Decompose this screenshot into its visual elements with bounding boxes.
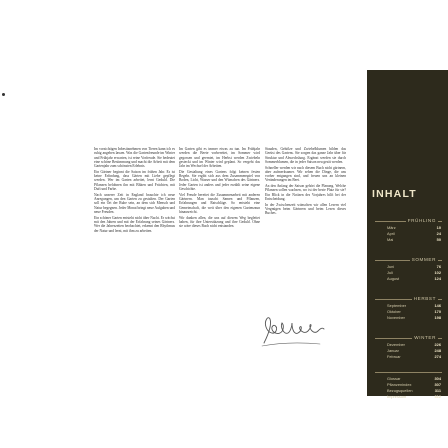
toc-title: INHALT	[372, 188, 417, 200]
toc-entry-mai[interactable]: Mai 50	[387, 237, 441, 242]
body-paragraph: Viel Freude bereitet die Zusammenarbeit mit anderen Gärtnern. Man tauscht Samen und Pflanzen, Erfahrungen und Ratschläge. So entsteht eine Gemeinschaft, die weit über den eigenen Gartenzaun hinausreicht.	[179, 192, 260, 214]
text-column-3	[265, 147, 346, 338]
body-paragraph: Die Gestaltung eines Gartens folgt keinen festen Regeln. Sie ergibt sich aus dem Zusammenspiel von Boden, Licht, Wasser und den Wünschen des Gärtners. Jeder Garten ist anders und jeder erzählt seine eigene Geschichte.	[179, 169, 260, 192]
body-paragraph: Schneller werden wir nach diesem Buch nicht gärtnern, aber aufmerksamer. Wir sehen die Dinge, die uns vorher entgangen sind, und freuen uns an kleinen Veränderungen im Beet.	[265, 165, 346, 183]
toc-entry-pflanzenindex[interactable]: Pflanzenindex 307	[387, 382, 441, 387]
season-name: WINTER	[414, 335, 436, 340]
toc-entry-glossar[interactable]: Glossar 304	[387, 376, 441, 381]
text-column-1	[94, 147, 175, 338]
text-column-2	[179, 147, 260, 338]
body-paragraph: Ein Gärtner beginnt die Saison im frühen Jahr. Es ist keine Erfindung, dass Gärten mit Liebe gepflegt werden. Wer im Garten arbeitet, lernt Geduld. Die Pflanzen belohnen ihn mit Blüten und Früchten, mit Duft und Farbe.	[94, 169, 175, 192]
body-paragraph: In der Zwischenzeit wünschen wir allen Lesern viel Vergnügen beim Gärtnern und beim Lesen dieses Buches.	[265, 202, 346, 216]
table-of-contents-sidebar	[367, 70, 448, 399]
toc-entry-november[interactable]: November 198	[387, 315, 441, 320]
toc-entry-maerz[interactable]: März 10	[387, 225, 441, 230]
handwritten-signature	[258, 313, 326, 349]
stray-mark	[2, 93, 5, 96]
season-name: SOMMER	[411, 257, 436, 262]
toc-entry-august[interactable]: August 124	[387, 276, 441, 281]
toc-entry-juli[interactable]: Juli 102	[387, 270, 441, 275]
toc-entry-januar[interactable]: Januar 248	[387, 348, 441, 353]
body-paragraph: Stauden, Gehölze und Zwiebelblumen bilden das Gerüst des Gartens. Sie sorgen das ganze Jahr über für Struktur und Abwechslung. Ergänzt werden sie durch Sommerblumen, die in jeder Saison neu gesät werden.	[265, 147, 346, 164]
toc-entry-dezember[interactable]: Dezember 226	[387, 342, 441, 347]
toc-entry-oktober[interactable]: Oktober 170	[387, 309, 441, 314]
toc-entry-februar[interactable]: Februar 274	[387, 354, 441, 359]
season-name: HERBST	[413, 296, 436, 301]
toc-entry-bezugsquellen[interactable]: Bezugsquellen 311	[387, 388, 441, 393]
body-paragraph: Nach unserer Zeit in England brauchte ich neue Anregungen, um den Garten zu gestalten. Der Garten soll ein Ort der Ruhe sein, an dem sich Mensch und Natur begegnen. Jeder Monat bringt neue Aufgaben und neue Freuden.	[94, 192, 175, 214]
body-paragraph: Ein schöner Garten entsteht nicht über Nacht. Er wächst mit den Jahren und mit der Erfahrung seines Gärtners. Wer die Jahreszeiten beobachtet, erkennt den Rhythmus der Natur und lernt, mit ihm zu arbeiten.	[94, 215, 175, 233]
divider	[375, 372, 442, 373]
toc-entry-september[interactable]: September 146	[387, 303, 441, 308]
season-name: FRÜHLING	[407, 218, 436, 223]
toc-entry-juni[interactable]: Juni 76	[387, 264, 441, 269]
body-paragraph: Im Garten gibt es immer etwas zu tun. Im Frühjahr werden die Beete vorbereitet, im Sommer wird gegossen und geerntet, im Herbst werden Zwiebeln gesteckt und im Winter wird geplant. So vergeht das Jahr im Wechsel der Arbeiten.	[179, 147, 260, 169]
body-paragraph: An den Anfang der Saison gehört die Planung. Welche Pflanzen sollen wachsen, wo ist der beste Platz für sie? Ein Blick in die Notizen des Vorjahres hilft bei der Entscheidung.	[265, 184, 346, 202]
toc-entry-impressum[interactable]: Impressum 312	[387, 394, 441, 399]
body-paragraph: Im vorsichtigen Inbesitznehmen von Tieren kann ich es ruhig angehen lassen. Was die Gartenfreunde im Winter und Frühjahr erwarten, ist reine Vorfreude. Sie bedeutet eine schöne Bestimmung und macht die Arbeit mit dem Gartenjahr zum schönsten Erlebnis.	[94, 147, 175, 169]
body-paragraph: Wir danken allen, die uns auf diesem Weg begleitet haben, für ihre Unterstützung und ihre Geduld. Ohne sie wäre dieses Buch nicht entstanden.	[179, 215, 260, 229]
toc-entry-april[interactable]: April 24	[387, 231, 441, 236]
